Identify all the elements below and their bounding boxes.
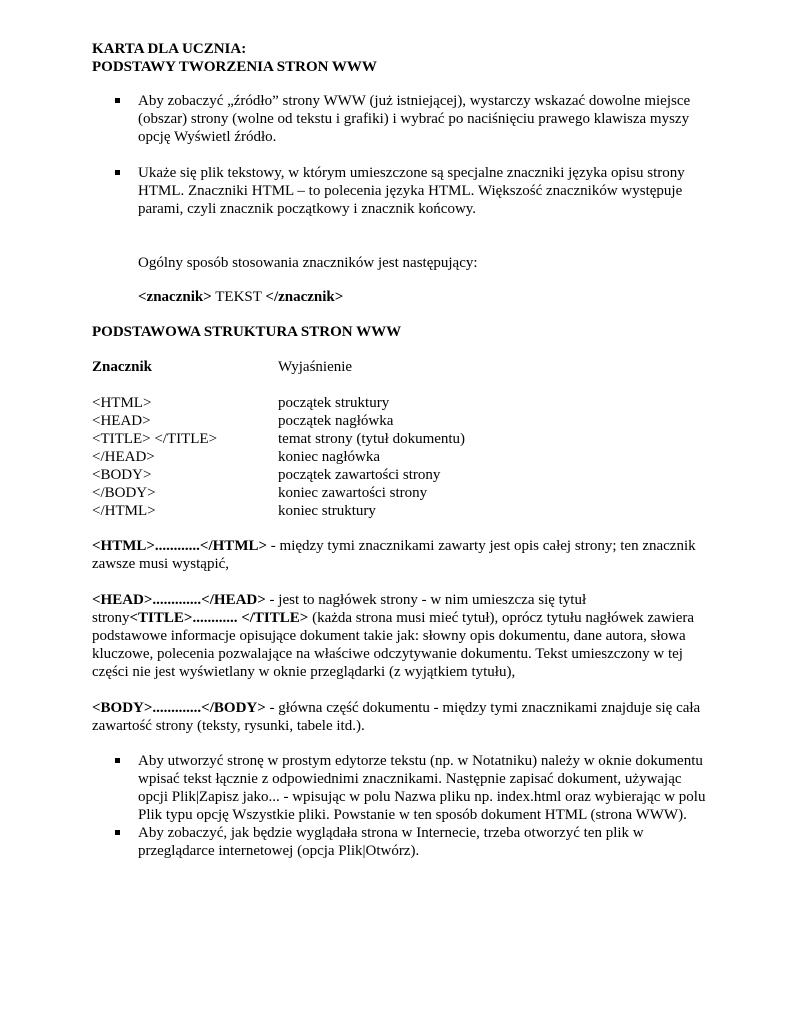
title-tag-label: <TITLE>............ </TITLE> bbox=[129, 610, 309, 626]
table-header-row bbox=[92, 358, 712, 376]
square-bullet-icon bbox=[115, 170, 120, 175]
table-cell-tag: </BODY> bbox=[92, 485, 156, 501]
usage-text: Ogólny sposób stosowania znaczników jest następujący: bbox=[138, 255, 478, 271]
bullet-text: Aby zobaczyć, jak będzie wyglądała strona w Internecie, trzeba otworzyć ten plik w przeglądarce internetowej (opcja Plik|Otwórz). bbox=[138, 825, 644, 859]
final-bullet-list bbox=[92, 752, 712, 860]
table-row bbox=[92, 466, 712, 484]
table-cell-desc: koniec struktury bbox=[278, 503, 376, 519]
head-tag-text-continued: (każda strona musi mieć tytuł), oprócz tytułu nagłówek zawiera podstawowe informacje opisujące dokument takie jak: słowny opis dokumentu, dane autora, słowa kluczowe, polecenia pozwalające na właściwe odczytywanie dokumentu. Tekst umieszczony w tej części nie jest wyświetlany w oknie przeglądarki (z wyjątkiem tytułu), bbox=[92, 610, 695, 680]
table-header-tag: Znacznik bbox=[92, 359, 153, 375]
bullet-text: Aby utworzyć stronę w prostym edytorze tekstu (np. w Notatniku) należy w oknie dokumentu wpisać tekst łącznie z odpowiednimi znacznikami. Następnie zapisać dokument, używając opcji Plik|Zapisz jako... - wpisując w polu Nazwa pliku np. index.html oraz wybierając w polu Plik typu opcję Wszystkie pliki. Powstanie w ten sposób dokument HTML (strona WWW). bbox=[138, 753, 706, 823]
table-cell-desc: koniec nagłówka bbox=[278, 449, 381, 465]
usage-example bbox=[92, 288, 712, 306]
open-tag: <znacznik> bbox=[138, 289, 212, 305]
table-cell-tag: </HEAD> bbox=[92, 449, 155, 465]
title-line-2: PODSTAWY TWORZENIA STRON WWW bbox=[92, 59, 377, 75]
square-bullet-icon bbox=[115, 830, 120, 835]
table-cell-desc: początek nagłówka bbox=[278, 413, 394, 429]
close-tag: </znacznik> bbox=[265, 289, 344, 305]
head-tag-explanation bbox=[92, 591, 712, 681]
table-cell-desc: początek zawartości strony bbox=[278, 467, 441, 483]
bullet-text: Aby zobaczyć „źródło” strony WWW (już istniejącej), wystarczy wskazać dowolne miejsce (obszar) strony (wolne od tekstu i grafiki) i wybrać po naciśnięciu prawego klawisza myszy opcję Wyświetl źródło. bbox=[138, 93, 691, 145]
list-item bbox=[92, 824, 712, 860]
document-title bbox=[92, 40, 712, 76]
list-item bbox=[92, 92, 712, 146]
bullet-text: Ukaże się plik tekstowy, w którym umieszczone są specjalne znaczniki języka opisu strony HTML. Znaczniki HTML – to polecenia języka HTML. Większość znaczników występuje parami, czyli znacznik początkowy i znacznik końcowy. bbox=[138, 165, 685, 217]
table-row bbox=[92, 484, 712, 502]
table-cell-tag: </HTML> bbox=[92, 503, 156, 519]
html-tag-text: - między tymi znacznikami zawarty jest opis całej strony; ten znacznik zawsze musi wystąpić, bbox=[92, 538, 696, 572]
tags-table bbox=[92, 358, 712, 520]
table-row bbox=[92, 448, 712, 466]
table-cell-tag: <TITLE> </TITLE> bbox=[92, 431, 218, 447]
body-tag-text: - główna część dokumentu - między tymi znacznikami znajduje się cała zawartość strony (teksty, rysunki, tabele itd.). bbox=[92, 700, 701, 734]
table-cell-desc: temat strony (tytuł dokumentu) bbox=[278, 431, 466, 447]
table-row bbox=[92, 394, 712, 412]
square-bullet-icon bbox=[115, 758, 120, 763]
square-bullet-icon bbox=[115, 98, 120, 103]
title-line-1: KARTA DLA UCZNIA: bbox=[92, 41, 247, 57]
table-cell-desc: początek struktury bbox=[278, 395, 390, 411]
table-row bbox=[92, 502, 712, 520]
table-cell-tag: <HEAD> bbox=[92, 413, 151, 429]
intro-bullet-list bbox=[92, 92, 712, 218]
document-page bbox=[92, 40, 712, 860]
list-item bbox=[92, 164, 712, 218]
example-text: TEKST bbox=[211, 289, 266, 305]
table-header-desc: Wyjaśnienie bbox=[278, 359, 353, 375]
table-row bbox=[92, 430, 712, 448]
body-tag-label: <BODY>.............</BODY> bbox=[92, 700, 266, 716]
body-tag-explanation bbox=[92, 699, 712, 735]
html-tag-label: <HTML>............</HTML> bbox=[92, 538, 268, 554]
table-cell-desc: koniec zawartości strony bbox=[278, 485, 428, 501]
head-tag-label: <HEAD>.............</HEAD> bbox=[92, 592, 266, 608]
head-tag-text: - jest to nagłówek strony - w nim umieszcza się tytuł strony bbox=[92, 592, 587, 626]
html-tag-explanation bbox=[92, 537, 712, 573]
table-row bbox=[92, 412, 712, 430]
table-cell-tag: <BODY> bbox=[92, 467, 152, 483]
table-cell-tag: <HTML> bbox=[92, 395, 152, 411]
list-item bbox=[92, 752, 712, 824]
section-title: PODSTAWOWA STRUKTURA STRON WWW bbox=[92, 324, 402, 340]
